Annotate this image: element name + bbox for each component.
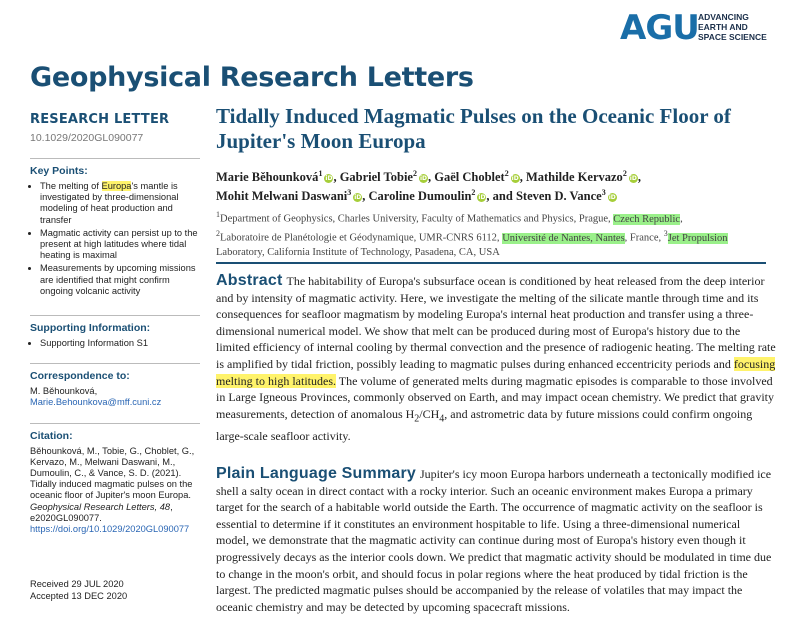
correspondence-email-link[interactable]: Marie.Behounkova@mff.cuni.cz [30,397,162,408]
author[interactable] [526,170,638,184]
author[interactable] [516,189,617,203]
orcid-icon[interactable]: iD [419,175,427,183]
author-sep: , [427,170,435,185]
author-name: Mathilde Kervazo [525,170,623,185]
author[interactable] [434,170,519,184]
key-point-text: Magmatic activity can persist up to the present at high latitudes where tidal heating is maximal [40,227,198,261]
orcid-icon[interactable]: iD [629,175,637,183]
received-date: Received 29 JUL 2020 [30,579,124,589]
key-points-list [30,181,200,297]
author-sep: , and [486,189,516,204]
divider [30,423,200,424]
author-list [216,166,776,204]
affil-text: Laboratoire de Planétologie et Géodynamique, UMR-CNRS 6112, [220,232,503,244]
correspondence-heading: Correspondence to: [30,370,130,383]
orcid-icon[interactable]: iD [511,175,519,183]
highlighted-text: focusing melting to high latitudes. [216,356,776,388]
citation-volume: , 48 [154,501,171,512]
subscript: 2 [414,413,420,425]
abstract-heading: Abstract [216,272,283,289]
author-sep: , [637,170,641,185]
tagline-line: ADVANCING [698,12,749,22]
citation-doi-link[interactable]: https://doi.org/10.1029/2020GL090077 [30,524,190,535]
key-point-text: 's mantle is investigated by three-dimensional modeling of heat production and transfer [40,181,179,225]
divider [30,315,200,316]
affil-sup: 1 [216,210,220,219]
agu-logo-mark: AGU [620,8,699,48]
author-sep: , [362,189,369,204]
plain-language-heading: Plain Language Summary [216,465,417,482]
highlighted-text: Université de Nantes, Nantes [502,232,625,244]
author-affil-sup: 3 [601,188,606,198]
orcid-icon[interactable]: iD [325,175,333,183]
key-point [40,181,200,226]
article-type: RESEARCH LETTER [30,112,170,127]
header-rule [216,262,766,264]
supporting-info-heading: Supporting Information: [30,322,151,335]
plain-language-text: Jupiter's icy moon Europa harbors underneath a tectonically modified ice shell a salty ocean in direct contact with a rocky interior. Such an oceanic environment makes Europa a primary target for the search of a habitable world outside the Earth. The occurrence of magmatic activity on the seafloor is essential to determine if it constitutes an environment hospitable to life. Using a three-dimensional numerical model, we demonstrate that the magmatic activity can continue during most of Europa's history even though it progressively decays as the interior cools down. We predict that magmatic activity should be modulated in time due to change in the moon's orbit, and should focus in polar regions where the heat produced by tidal friction is the largest. The predicted magmatic pulses should be accompanied by the release of volatiles that may impact the oceanic chemistry and may be detected by upcoming spacecraft missions. [216,467,772,614]
highlighted-text: Europa [101,181,132,191]
journal-title: Geophysical Research Letters [30,62,474,93]
divider [30,158,200,159]
subscript: 4 [439,413,445,425]
doi[interactable]: 10.1029/2020GL090077 [30,132,144,144]
agu-logo[interactable] [620,8,780,52]
key-points-heading: Key Points: [30,165,88,177]
author[interactable] [369,189,487,203]
author-sep: , [333,170,340,185]
tagline-line: SPACE SCIENCE [698,32,767,42]
supporting-info-item[interactable]: • Supporting Information S1 [40,338,200,349]
author-affil-sup: 3 [347,188,352,198]
key-point-text: Measurements by upcoming missions are identified that might confirm ongoing volcanic activity [40,263,196,296]
author-name: Gabriel Tobie [339,170,413,185]
citation-body: Běhounková, M., Tobie, G., Choblet, G., Kervazo, M., Melwani Daswani, M., Dumoulin, C., & Vance, S. D. (2021). Tidally induced magmatic pulses on the oceanic floor of Jupiter's moon Europa. [30,445,195,501]
key-point-text: The melting of [40,181,102,191]
affil-text: , France, [624,232,664,244]
abstract-text: , and astrometric data by future missions could confirm ongoing large-scale seafloor activity. [216,406,753,443]
author-affil-sup: 2 [622,169,627,178]
author-name: Caroline Dumoulin [368,189,472,204]
tagline-line: EARTH AND [698,22,748,32]
affil-text: Department of Geophysics, Charles University, Faculty of Mathematics and Physics, Prague, [220,213,614,225]
affiliations [216,208,776,261]
author-affil-sup: 2 [471,188,476,198]
article-title: Tidally Induced Magmatic Pulses on the Oceanic Floor of Jupiter's Moon Europa [216,104,731,153]
author-name: Mohit Melwani Daswani [216,189,348,204]
abstract-text: The volume of generated melts during magmatic episodes is comparable to those involved in Large Igneous Provinces, commonly observed on Earth, and may impact ocean chemistry. We predict that gravity measurements, detection of anomalous H [216,373,774,421]
author[interactable] [340,170,428,184]
dates [30,578,127,602]
key-point [40,228,200,262]
key-point [40,263,200,297]
divider [30,363,200,364]
author-affil-sup: 1 [318,169,323,178]
supporting-info-list [30,338,200,349]
plain-language-summary [216,466,776,615]
affil-sup: 3 [663,229,668,238]
left-sidebar [30,112,200,535]
citation-journal: Geophysical Research Letters [30,501,155,512]
highlighted-text: Jet Propulsion [667,232,728,244]
orcid-icon[interactable]: iD [608,194,616,202]
orcid-icon[interactable]: iD [354,194,362,202]
citation-text [30,446,200,536]
affil-text: , [680,213,683,225]
author-affil-sup: 2 [504,169,509,178]
highlighted-text: Czech Republic [613,213,681,225]
author-name: Steven D. Vance [515,189,602,204]
affiliation: Laboratory, California Institute of Technology, Pasadena, CA, USA [216,247,500,258]
abstract-text: /CH [419,406,440,421]
author-name: Marie Běhounková [216,170,319,185]
correspondence-name: M. Běhounková, [30,386,98,397]
author[interactable] [216,170,333,184]
author-affil-sup: 2 [412,169,417,178]
author-sep: , [519,170,526,185]
abstract-text: The habitability of Europa's subsurface ocean is conditioned by heat released from the deep interior and by intensity of magmatic activity. Here, we investigate the melting of the silicate mantle through time and its consequences for seafloor magmatism by modeling Europa's internal heat production and transfer using a three-dimensional numerical model. We show that melt can be produced during most of Europa's history due to the limited efficiency of internal cooling by thermal convection and the presence of radiogenic heating. The melting rate is amplified by tidal friction, possibly leading to magmatic pulses during enhanced eccentricity periods and [216,274,776,371]
author[interactable] [216,189,362,203]
citation-heading: Citation: [30,429,73,442]
affiliation [216,208,776,227]
author-name: Gaël Choblet [434,170,505,185]
accepted-date: Accepted 13 DEC 2020 [30,591,128,601]
affiliation [216,227,776,246]
citation-article-id: , e2020GL090077. [30,501,173,523]
agu-logo-tagline [698,12,778,42]
orcid-icon[interactable]: iD [478,194,486,202]
affil-sup: 2 [216,229,220,238]
abstract [216,273,776,444]
